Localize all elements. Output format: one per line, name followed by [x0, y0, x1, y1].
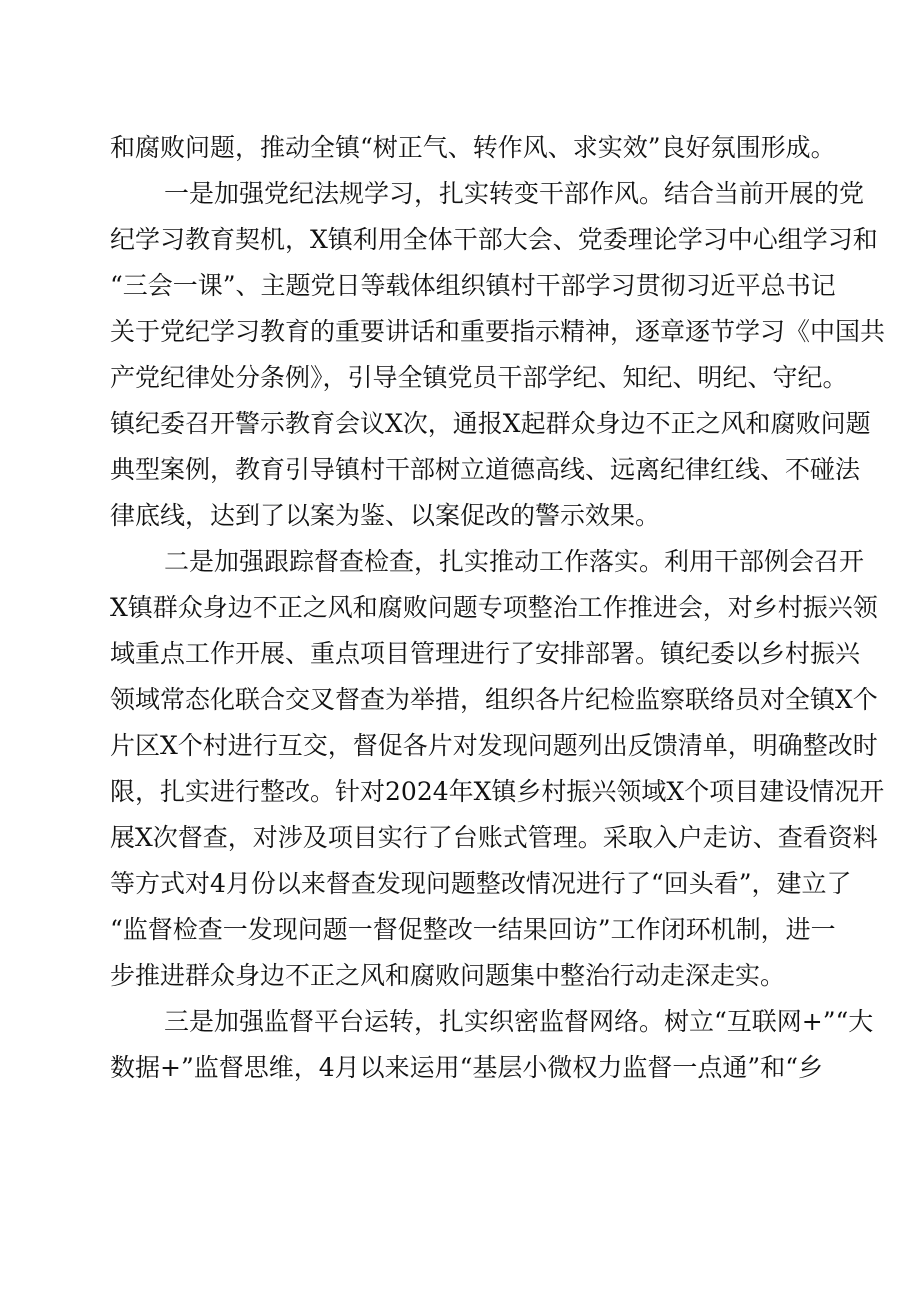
text-line: 展X次督查，对涉及项目实行了台账式管理。采取入户走访、查看资料: [110, 823, 878, 852]
text-line: 镇纪委召开警示教育会议X次，通报X起群众身边不正之风和腐败问题: [110, 409, 871, 438]
text-line: 限，扎实进行整改。针对2024年X镇乡村振兴领域X个项目建设情况开: [110, 777, 885, 806]
text-line: 领域常态化联合交叉督查为举措，组织各片纪检监察联络员对全镇X个: [110, 685, 878, 714]
text-line: 产党纪律处分条例》，引导全镇党员干部学纪、知纪、明纪、守纪。: [110, 363, 848, 392]
text-line: 域重点工作开展、重点项目管理进行了安排部署。镇纪委以乡村振兴: [110, 639, 861, 668]
text-line: 典型案例，教育引导镇村干部树立道德高线、远离纪律红线、不碰法: [110, 455, 861, 484]
text-line: 一是加强党纪法规学习，扎实转变干部作风。结合当前开展的党: [164, 179, 865, 208]
text-line: 片区X个村进行互交，督促各片对发现问题列出反馈清单，明确整改时: [110, 731, 878, 760]
document-body: [110, 125, 886, 1091]
text-line: 和腐败问题，推动全镇“树正气、转作风、求实效”良好氛围形成。: [110, 133, 836, 162]
text-line: 数据+”监督思维，4月以来运用“基层小微权力监督一点通”和“乡: [110, 1053, 823, 1082]
text-line: 律底线，达到了以案为鉴、以案促改的警示效果。: [110, 501, 661, 530]
text-line: 二是加强跟踪督查检查，扎实推动工作落实。利用干部例会召开: [164, 547, 865, 576]
text-line: 三是加强监督平台运转，扎实织密监督网络。树立“互联网+”“大: [164, 1007, 874, 1036]
text-line: X镇群众身边不正之风和腐败问题专项整治工作推进会，对乡村振兴领: [110, 593, 878, 622]
text-line: 纪学习教育契机，X镇利用全体干部大会、党委理论学习中心组学习和: [110, 225, 878, 254]
text-line: “监督检查一发现问题一督促整改一结果回访”工作闭环机制，进一: [110, 915, 836, 944]
text-line: “三会一课”、主题党日等载体组织镇村干部学习贯彻习近平总书记: [110, 271, 836, 300]
text-line: 关于党纪学习教育的重要讲话和重要指示精神，逐章逐节学习《中国共: [110, 317, 886, 346]
text-line: 等方式对4月份以来督查发现问题整改情况进行了“回头看”，建立了: [110, 869, 852, 898]
text-line: 步推进群众身边不正之风和腐败问题集中整治行动走深走实。: [110, 961, 786, 990]
